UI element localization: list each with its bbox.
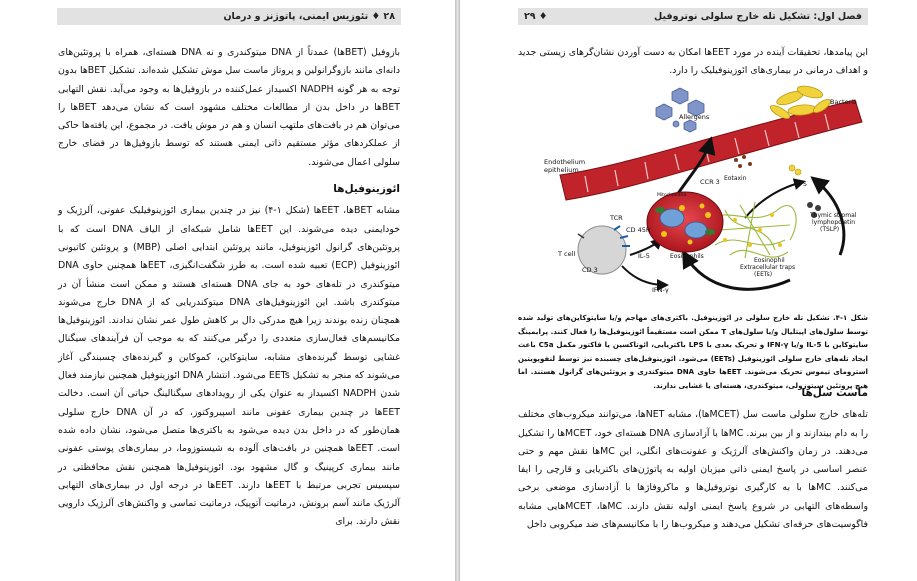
lps-particle [789,165,801,175]
bacteria-label: Bacteria [830,98,858,106]
eotaxin-particles [734,155,752,168]
allergens-label: Allergens [679,113,710,121]
left-page-number: ۲۸ ♦ تئوزیس ایمنی، پاتوژنز و درمان [223,11,395,22]
ccr3-label: CCR 3 [700,178,720,186]
right-intro [518,44,868,81]
right-page-header [518,8,868,25]
eosinophil-cell [647,192,723,252]
epithelium-label: epithelium [544,166,579,174]
right-page-number: ♦ ۲۹ [524,11,548,22]
figure-caption: شکل ۱-۴. تشکیل تله خارج سلولی در ائوزینوفیل. باکتری‌های مهاجم و/یا سایتوکاین‌های تولید شده توسط سلول‌های اپیتلیال و/یا سلول‌های T ممکن است مستقیماً ائوزینوفیل‌ها را فعال کنند. پرایمینگ سایتوکاین با IL-5 و/یا IFN-γ و تحریک بعدی با LPS باکتریایی، ائوتاکسین یا فاکتور مکمل C5a باعث ایجاد تله‌های خارج سلولی ائوزینوفیل (EETs) می‌شود. ائوزینوفیل‌های چسبنده نیز توسط لنفوپویتین استرومای تیموس تحریک می‌شوند. EETها حاوی DNA میتوکندری و پروتئین‌های گرانول هستند. اما هیچ پروتئین سیتوزولی، میتوکندری، هسته‌ای یا غشایی ندارند. [518,313,869,390]
paragraph: بازوفیل (BETها) عمدتاً از DNA میتوکندری و نه DNA هسته‌ای، همراه با پروتئین‌های دانه‌ای مانند بازوگرانولین و پروتاز ماست سل موش تشکیل شده‌اند. تشکیل BETها بدون توجه به هر گونه NADPH اکسیداز عمل‌کننده در بازوفیل‌ها به وجود می‌آید. نقش التهابی BETها در داخل بدن از مطالعات مختلف مشهود است که نشان می‌دهد BETها را می‌توان هم در بافت‌های ملتهب انسان و هم در موش یافت. در مجموع، این یافته‌ها حاکی از عملکردهای مؤثر مستقیم ذاتی ایمنی هستند که توسط بازوفیل‌ها در فضای خارج سلولی اعمال می‌شوند. [58,47,401,168]
tcr-label: TCR [610,214,623,222]
section-heading-mast-cells: ماست سل‌ها [801,387,868,399]
left-page-body [58,44,400,532]
endothelium-label: Endothelium [544,158,586,166]
mitochondria-label: Mitochondria [657,193,687,198]
left-page [0,0,455,581]
eet-label: Eosinophil Extracellular traps (EETs) [740,257,796,278]
il5-label: IL-5 [638,252,650,260]
eosinophils-label: Eosinophils [670,253,704,260]
eotaxin-label: Eotaxin [724,175,747,182]
left-header-title: تئوزیس ایمنی، پاتوژنز و درمان [223,11,369,22]
tcell-label: T cell [558,250,576,258]
allergens-cluster [656,88,704,132]
cd3-label: CD 3 [582,266,598,274]
paragraph: این پیامدها، تحقیقات آینده در مورد EETها امکان به دست آوردن نشان‌گرهای زیستی جدید و اهداف درمانی در بیماری‌های ائوزینوفیلیک را دارد. [518,47,868,77]
eet-formation-figure [540,80,870,305]
cd45r-label: CD 45R [626,226,651,234]
lps-label: LPS [796,181,807,188]
ifn-gamma-label: IFN-γ [652,286,669,294]
left-page-header [57,8,401,25]
right-page [460,0,917,581]
tslp-label: Thymic stromal lymphopoietin (TSLP) [810,212,857,233]
section-heading-eosinophils: ائوزینوفیل‌ها [333,183,400,196]
right-header-title: فصل اول: تشکیل تله خارج سلولی نوتروفیل [654,11,862,22]
eet-fibers [710,202,796,258]
paragraph: تله‌های خارج سلولی ماست سل (MCETها)، مشابه NETها، می‌توانند میکروب‌های مختلف را به دام بیندازند و از بین ببرند. MCها با آزادسازی DNA هسته‌ای خود، MCETها را تشکیل می‌دهند. در زمان واکنش‌های آلرژیک و عفونت‌های انگلی، این MCها نقش مهم و حتی عنصر اساسی در پاسخ ایمنی ذاتی میزبان اولیه به پاتوژن‌های باکتریایی و قارچی را ایفا می‌کنند. MCها با به کارگیری نوتروفیل‌ها و ماکروفاژها با آزادسازی موضعی برخی واسطه‌های التهابی در شروع پاسخ ایمنی اولیه نقش دارند. MCها، MCETهایی مشابه فاگوسیت‌های حرفه‌ای تشکیل می‌دهند و میکروب‌ها را با مکانیسم‌های ضد میکروبی داخل [518,409,868,531]
ifn-arrow [622,266,665,285]
right-lower-body [518,384,868,534]
paragraph: مشابه BETها، EETها (شکل ۱-۴) نیز در چندین بیماری ائوزینوفیلیک عفونی، آلرژیک و خودایمنی دیده می‌شوند. این EETها شامل شبکه‌ای از الیاف DNA است که با پروتئین‌های گرانول ائوزینوفیل، مانند پروتئین ابتدایی اصلی (MBP) و پروتئین کاتیونی ائوزینوفیل (ECP) تعبیه شده است. به طرز شگفت‌انگیزی، EETها همچنین حاوی DNA میتوکندری در تله‌های خود به جای DNA هسته‌ای هستند و ممکن است منشأ آن در میتوکندری باشد. این ائوزینوفیل‌های DNA میتوکندریایی که از DNA خارج می‌شوند همچنان زنده بوندند زیرا هیچ مدرکی دال بر کاهش طول عمر نشان ندادند. ائوزینوفیل‌ها مکانیسم‌های فعال‌سازی متعددی را درگیر می‌کنند که به موجب آن فرآیندهای سیگنال غشایی توسط گیرنده‌های مشابه، سایتوکاین، کموکاین و گیرنده‌های چسبندگی آغاز می‌شوند که منجر به تشکیل EETs می‌شود. انتشار DNA ائوزینوفیل همچنین نیازمند فعال شدن NADPH اکسیداز به عنوان یکی از رویدادهای سیگنالینگ حیاتی آن است. دخالت EETها در چندین بیماری عفونی مانند اسپیروکتوز، که در آن DNA خارج سلولی همان‌طور که در داخل بدن دیده می‌شود به باکتری‌ها متصل می‌شود، نشان داده شده است. EETها همچنین در بافت‌های آلوده به شیستوزوما، در بیماری‌های پوستی عفونی مانند بیماری کرپینیگ و گال مشهود بود. ائوزینوفیل‌ها همچنین نقش محافظتی در سپسیس تجربی مرتبط با EETها دارند. EETها در درجه اول در بیماری‌های التهابی آلرژیک مانند آسم برونش، درماتیت آتوپیک، درماتیت تماسی و واکنش‌های آلرژیک دارویی نقش دارند. برای [58,205,401,528]
